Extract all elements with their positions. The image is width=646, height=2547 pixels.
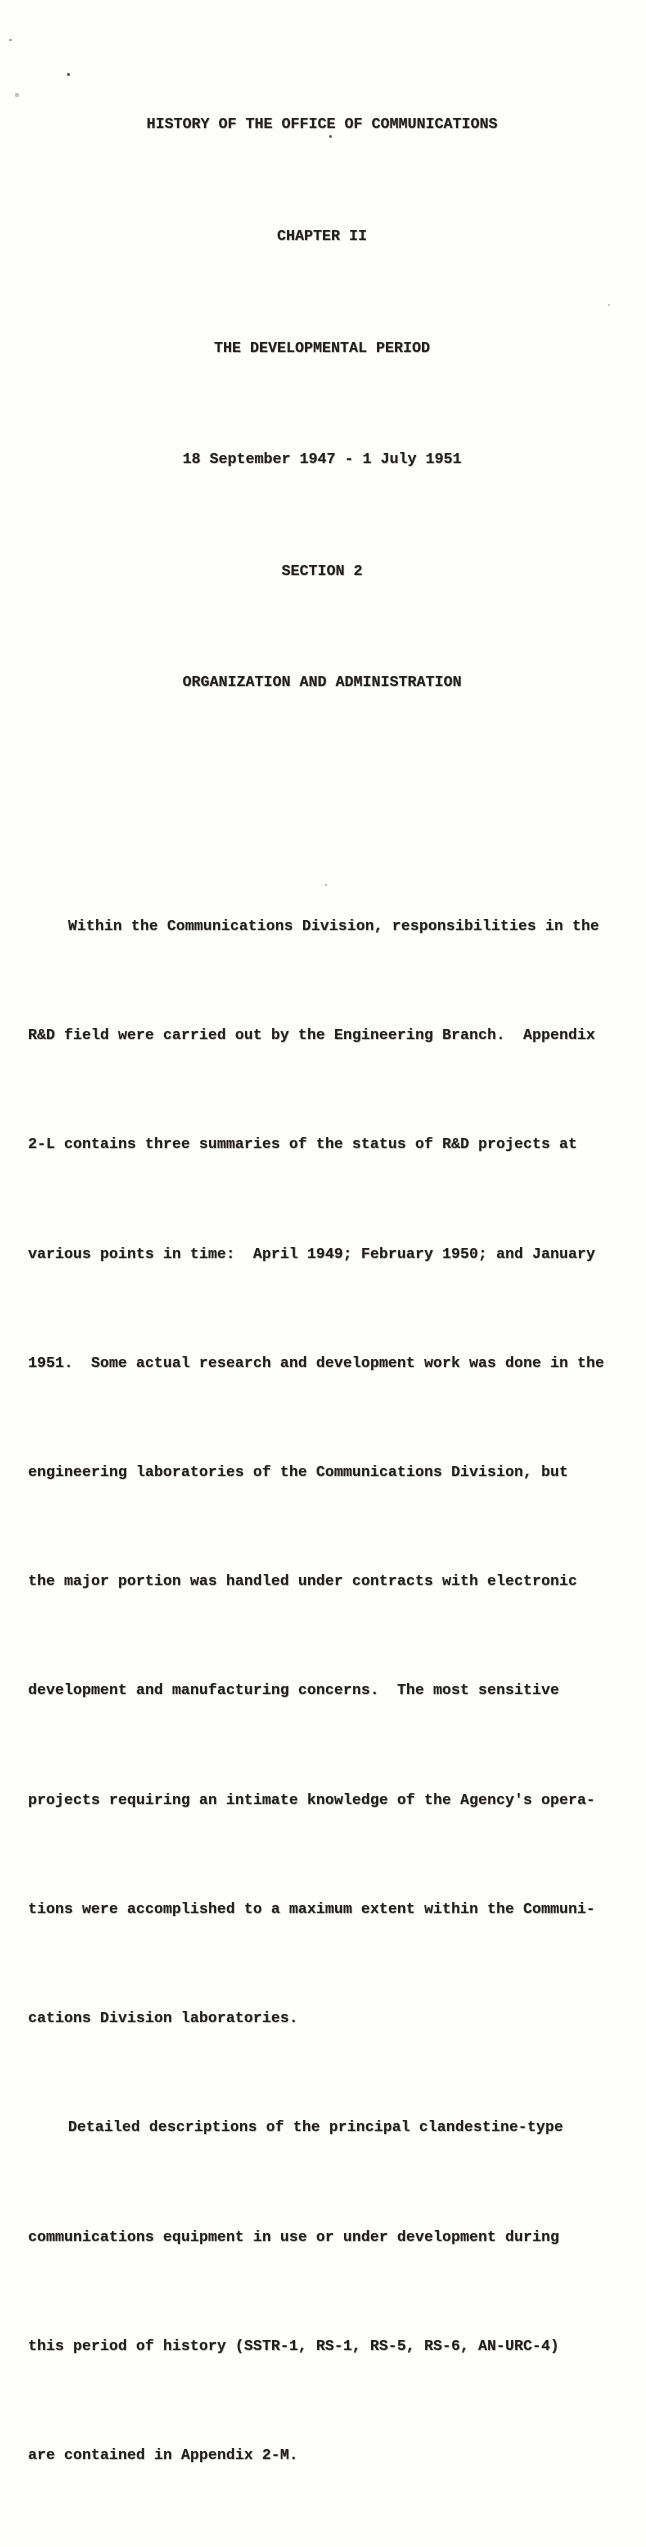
- document-page: [0, 32, 646, 2464]
- text-line: 2-L contains three summaries of the status of R&D projects at: [28, 1136, 578, 1154]
- text-line: the major portion was handled under contracts with electronic: [28, 1573, 578, 1591]
- scan-speck: [9, 39, 12, 41]
- text-line: development and manufacturing concerns. The most sensitive: [28, 1682, 560, 1700]
- section-title: ORGANIZATION AND ADMINISTRATION: [182, 674, 462, 692]
- text-line: Detailed descriptions of the principal clandestine-type: [68, 2119, 564, 2137]
- chapter-title: THE DEVELOPMENTAL PERIOD: [213, 339, 431, 357]
- text-line: R&D field were carried out by the Engineering Branch. Appendix: [28, 1027, 596, 1045]
- chapter-heading: CHAPTER II: [276, 228, 367, 246]
- section-heading: SECTION 2: [281, 562, 363, 580]
- text-line: various points in time: April 1949; February 1950; and January: [28, 1245, 596, 1263]
- text-line: Within the Communications Division, responsibilities in the: [68, 917, 600, 935]
- scan-speck: [608, 304, 610, 306]
- text-line: engineering laboratories of the Communications Division, but: [28, 1463, 569, 1481]
- text-line: cations Division laboratories.: [28, 2010, 299, 2028]
- text-line: this period of history (SSTR-1, RS-1, RS-5, RS-6, AN-URC-4): [28, 2337, 560, 2355]
- document-body: [28, 836, 628, 2547]
- scan-speck: [325, 884, 327, 886]
- document-header: [28, 32, 616, 776]
- scan-speck: [329, 135, 332, 138]
- text-line: projects requiring an intimate knowledge of the Agency's opera-: [28, 1791, 596, 1809]
- date-range: 18 September 1947 - 1 July 1951: [182, 451, 462, 469]
- text-line: communications equipment in use or under development during: [28, 2228, 560, 2246]
- text-line: are contained in Appendix 2-M.: [28, 2446, 299, 2464]
- scan-speck: [67, 73, 70, 76]
- text-line: tions were accomplished to a maximum extent within the Communi-: [28, 1900, 596, 1918]
- document-title: HISTORY OF THE OFFICE OF COMMUNICATIONS: [146, 116, 498, 134]
- text-line: 1951. Some actual research and development work was done in the: [28, 1354, 605, 1372]
- scan-speck: [15, 93, 19, 97]
